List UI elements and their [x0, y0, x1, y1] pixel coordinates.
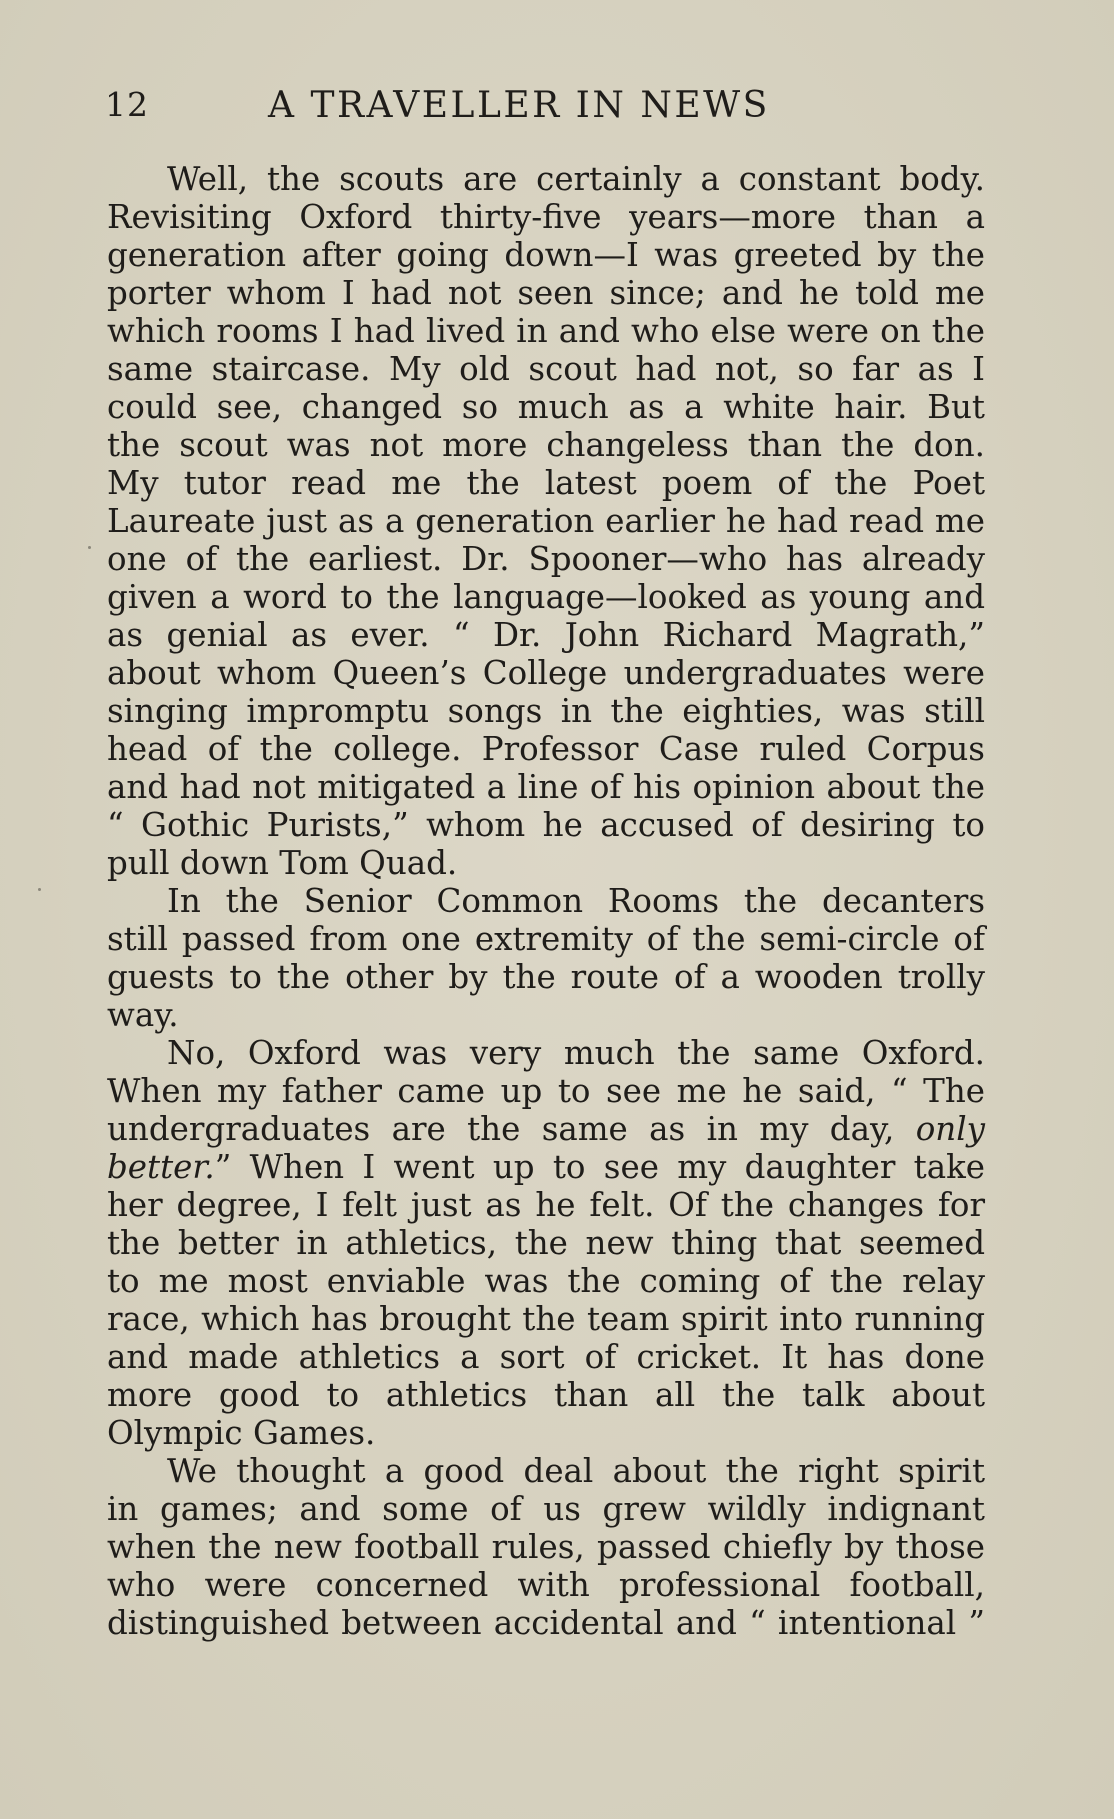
- text-line: in games; and some of us grew wildly indignant: [107, 1490, 985, 1528]
- text-line: [107, 1110, 985, 1148]
- text-line: generation after going down—I was greeted by the: [107, 236, 985, 274]
- text-line: No, Oxford was very much the same Oxford.: [167, 1034, 985, 1072]
- text-line: still passed from one extremity of the semi-circle of: [107, 920, 985, 958]
- text-line: same staircase. My old scout had not, so far as I: [107, 350, 985, 388]
- text-line: singing impromptu songs in the eighties, was still: [107, 692, 985, 730]
- text-line: which rooms I had lived in and who else were on the: [107, 312, 985, 350]
- italic-text: only: [915, 1110, 985, 1148]
- text-line: the scout was not more changeless than the don.: [107, 426, 985, 464]
- text-line: We thought a good deal about the right spirit: [167, 1452, 985, 1490]
- text-line: and made athletics a sort of cricket. It has done: [107, 1338, 985, 1376]
- text-line: who were concerned with professional football,: [107, 1566, 985, 1604]
- text-line: the better in athletics, the new thing that seemed: [107, 1224, 985, 1262]
- body-text: [107, 160, 985, 1642]
- text-line: to me most enviable was the coming of the relay: [107, 1262, 985, 1300]
- text-line: Laureate just as a generation earlier he had read me: [107, 502, 985, 540]
- text-line: her degree, I felt just as he felt. Of the changes for: [107, 1186, 985, 1224]
- text-line: “ Gothic Purists,” whom he accused of desiring to: [107, 806, 985, 844]
- text-line: My tutor read me the latest poem of the Poet: [107, 464, 985, 502]
- page-header: [105, 85, 985, 135]
- text-line: porter whom I had not seen since; and he told me: [107, 274, 985, 312]
- text-line: Well, the scouts are certainly a constant body.: [167, 160, 985, 198]
- text-line: could see, changed so much as a white hair. But: [107, 388, 985, 426]
- text-run: ” When I went up to see my daughter take: [214, 1148, 985, 1186]
- text-line: When my father came up to see me he said, “ The: [107, 1072, 985, 1110]
- page-number: 12: [105, 85, 149, 124]
- text-line: given a word to the language—looked as young and: [107, 578, 985, 616]
- text-line: more good to athletics than all the talk about: [107, 1376, 985, 1414]
- text-line: distinguished between accidental and “ intentional ”: [107, 1604, 985, 1642]
- text-line: Olympic Games.: [107, 1414, 376, 1452]
- text-line: as genial as ever. “ Dr. John Richard Magrath,”: [107, 616, 985, 654]
- running-title: A TRAVELLER IN NEWS: [268, 85, 770, 126]
- text-line: about whom Queen’s College undergraduates were: [107, 654, 985, 692]
- text-line: way.: [107, 996, 179, 1034]
- text-line: one of the earliest. Dr. Spooner—who has already: [107, 540, 985, 578]
- paper-speck: [38, 888, 41, 891]
- italic-text: better.: [107, 1148, 215, 1186]
- text-run: undergraduates are the same as in my day,: [107, 1110, 895, 1148]
- text-line: race, which has brought the team spirit into running: [107, 1300, 985, 1338]
- text-line: Revisiting Oxford thirty-five years—more than a: [107, 198, 985, 236]
- text-line: and had not mitigated a line of his opinion about the: [107, 768, 985, 806]
- text-line: [107, 1148, 985, 1186]
- text-line: pull down Tom Quad.: [107, 844, 458, 882]
- text-line: head of the college. Professor Case ruled Corpus: [107, 730, 985, 768]
- text-line: In the Senior Common Rooms the decanters: [167, 882, 985, 920]
- paper-speck: [88, 546, 91, 549]
- text-line: when the new football rules, passed chiefly by those: [107, 1528, 985, 1566]
- text-line: guests to the other by the route of a wooden trolly: [107, 958, 985, 996]
